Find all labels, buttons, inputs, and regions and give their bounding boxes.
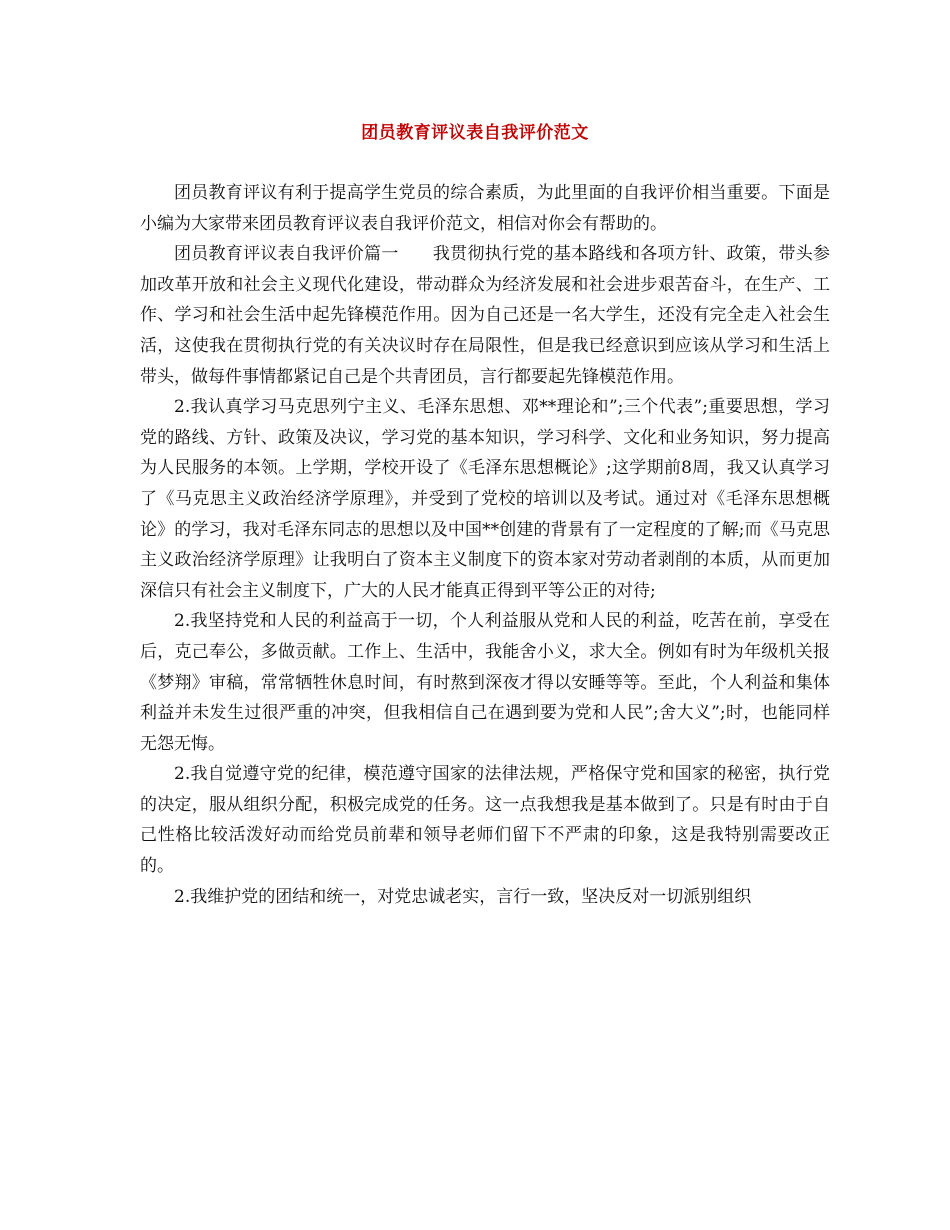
paragraph-text: 2.我自觉遵守党的纪律，模范遵守国家的法律法规，严格保守党和国家的秘密，执行党的决定，服从组织分配，积极完成党的任务。这一点我想我是基本做到了。只是有时由于自己性格比较活泼好动而给党员前辈和领导老师们留下不严肃的印象，这是我特别需要改正的。 [140, 764, 830, 877]
paragraph-section-one [140, 239, 830, 392]
paragraph-discipline [140, 759, 830, 881]
paragraph-text: 2.我认真学习马克思列宁主义、毛泽东思想、邓**理论和”;三个代表”;重要思想，学习党的路线、方针、政策及决议，学习党的基本知识，学习科学、文化和业务知识，努力提高为人民服务的本领。上学期，学校开设了《毛泽东思想概论》;这学期前8周，我又认真学习了《马克思主义政治经济学原理》，并受到了党校的培训以及考试。通过对《毛泽东思想概论》的学习，我对毛泽东同志的思想以及中国**创建的背景有了一定程度的了解;而《马克思主义政治经济学原理》让我明白了资本主义制度下的资本家对劳动者剥削的本质，从而更加深信只有社会主义制度下，广大的人民才能真正得到平等公正的对待; [140, 397, 830, 601]
paragraph-text: 我贯彻执行党的基本路线和各项方针、政策，带头参加改革开放和社会主义现代化建设，带动群众为经济发展和社会进步艰苦奋斗，在生产、工作、学习和社会生活中起先锋模范作用。因为自己还是一名大学生，还没有完全走入社会生活，这使我在贯彻执行党的有关决议时存在局限性，但是我已经意识到应该从学习和生活上带头，做每件事情都紧记自己是个共青团员，言行都要起先锋模范作用。 [140, 244, 831, 387]
paragraph-intro [140, 178, 830, 239]
section-heading: 团员教育评议表自我评价篇一 [174, 244, 399, 265]
paragraph-text: 2.我坚持党和人民的利益高于一切，个人利益服从党和人民的利益，吃苦在前，享受在后，克己奉公，多做贡献。工作上、生活中，我能舍小义，求大全。例如有时为年级机关报《梦翔》审稿，常常牺牲休息时间，有时熬到深夜才得以安睡等等。至此，个人利益和集体利益并未发生过很严重的冲突，但我相信自己在遇到要为党和人民”;舍大义”;时，也能同样无怨无悔。 [140, 611, 830, 754]
paragraph-text: 团员教育评议有利于提高学生党员的综合素质，为此里面的自我评价相当重要。下面是小编为大家带来团员教育评议表自我评价范文，相信对你会有帮助的。 [140, 183, 830, 234]
document-body [140, 178, 830, 912]
paragraph-interests [140, 606, 830, 759]
document-title: 团员教育评议表自我评价范文 [361, 123, 589, 143]
paragraph-study [140, 392, 830, 606]
paragraph-unity [140, 882, 830, 913]
paragraph-text: 2.我维护党的团结和统一，对党忠诚老实，言行一致，坚决反对一切派别组织 [174, 886, 752, 907]
